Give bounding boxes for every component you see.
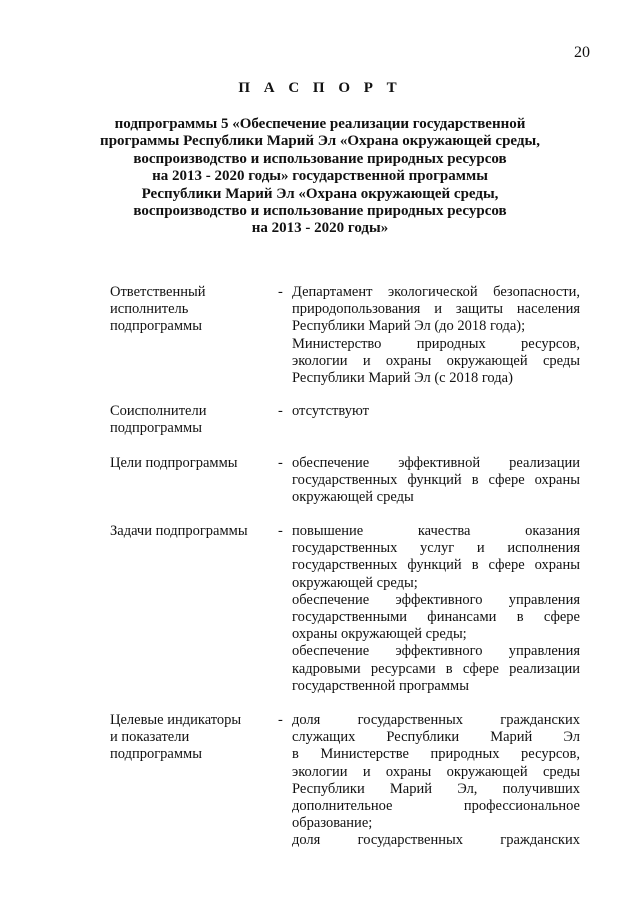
row-value-line: государственных функций в сфере охраны [292,471,580,488]
row-label-line: Цели подпрограммы [110,454,238,471]
passport-row [110,284,580,387]
row-value-line: природопользования и защиты населения [292,301,580,318]
row-value-line: Республики Марий Эл (с 2018 года) [292,369,513,386]
subtitle-line: воспроизводство и использование природных ресурсов [133,203,507,220]
row-value-line: Республики Марий Эл (до 2018 года); [292,318,526,335]
row-value-line: государственных функций в сфере охраны [292,557,580,574]
row-label-line: подпрограммы [110,318,202,335]
row-value-line: в Министерстве природных ресурсов, [292,746,580,763]
row-label-line: подпрограммы [110,746,202,763]
row-label [110,523,278,540]
row-label-line: Задачи подпрограммы [110,523,248,540]
row-label [110,403,278,437]
row-value [292,712,580,850]
row-value [292,455,580,507]
row-value-line: отсутствуют [292,403,369,420]
row-label [110,284,278,336]
document-title: П А С П О Р Т [238,80,402,96]
row-value-line: повышение качества оказания [292,523,580,540]
row-value-line: обеспечение эффективного управления [292,591,580,608]
row-label-line: исполнитель [110,301,189,318]
passport-row [110,403,580,437]
row-value [292,523,580,695]
row-dash: - [278,711,283,728]
row-value-line: обеспечение эффективной реализации [292,454,580,471]
row-value-line: Республики Марий Эл, получивших [292,780,580,797]
subtitle-line: Республики Марий Эл «Охрана окружающей среды, [141,185,499,202]
row-value-line: государственной программы [292,677,469,694]
row-value-line: экологии и охраны окружающей среды [292,763,580,780]
row-value-line: кадровыми ресурсами в сфере реализации [292,660,580,677]
row-value-line: доля государственных гражданских [292,832,580,849]
row-dash: - [278,454,283,471]
row-value-line: Министерство природных ресурсов, [292,335,580,352]
row-value-line: окружающей среды; [292,574,418,591]
row-label-line: Целевые индикаторы [110,711,242,728]
row-value-line: экологии и охраны окружающей среды [292,352,580,369]
page-number: 20 [574,44,590,61]
row-value-line: окружающей среды [292,488,414,505]
row-value-line: служащих Республики Марий Эл [292,729,580,746]
subtitle-line: подпрограммы 5 «Обеспечение реализации государственной [114,116,526,132]
row-label-line: Ответственный [110,284,206,300]
row-label [110,712,278,764]
row-label-line: подпрограммы [110,420,202,437]
row-label-line: и показатели [110,729,190,746]
row-value [292,403,580,420]
passport-table [110,284,580,849]
row-value [292,284,580,387]
row-value-line: охраны окружающей среды; [292,626,467,643]
subtitle-line: на 2013 - 2020 годы» государственной программы [152,168,488,185]
document-subtitle [60,116,580,238]
row-dash: - [278,284,283,300]
row-value-line: Департамент экологической безопасности, [292,284,580,300]
subtitle-line: воспроизводство и использование природных ресурсов [133,150,507,167]
row-value-line: образование; [292,815,373,832]
row-value-line: государственными финансами в сфере [292,609,580,626]
subtitle-line: на 2013 - 2020 годы» [251,220,389,237]
passport-row [110,455,580,507]
passport-row [110,523,580,695]
row-value-line: доля государственных гражданских [292,711,580,728]
row-label [110,455,278,472]
row-value-line: дополнительное профессиональное [292,797,580,814]
row-label-line: Соисполнители [110,403,207,420]
row-value-line: государственных услуг и исполнения [292,540,580,557]
passport-row [110,712,580,850]
row-dash: - [278,523,283,540]
row-dash: - [278,403,283,420]
row-value-line: обеспечение эффективного управления [292,643,580,660]
subtitle-line: программы Республики Марий Эл «Охрана окружающей среды, [100,133,540,150]
